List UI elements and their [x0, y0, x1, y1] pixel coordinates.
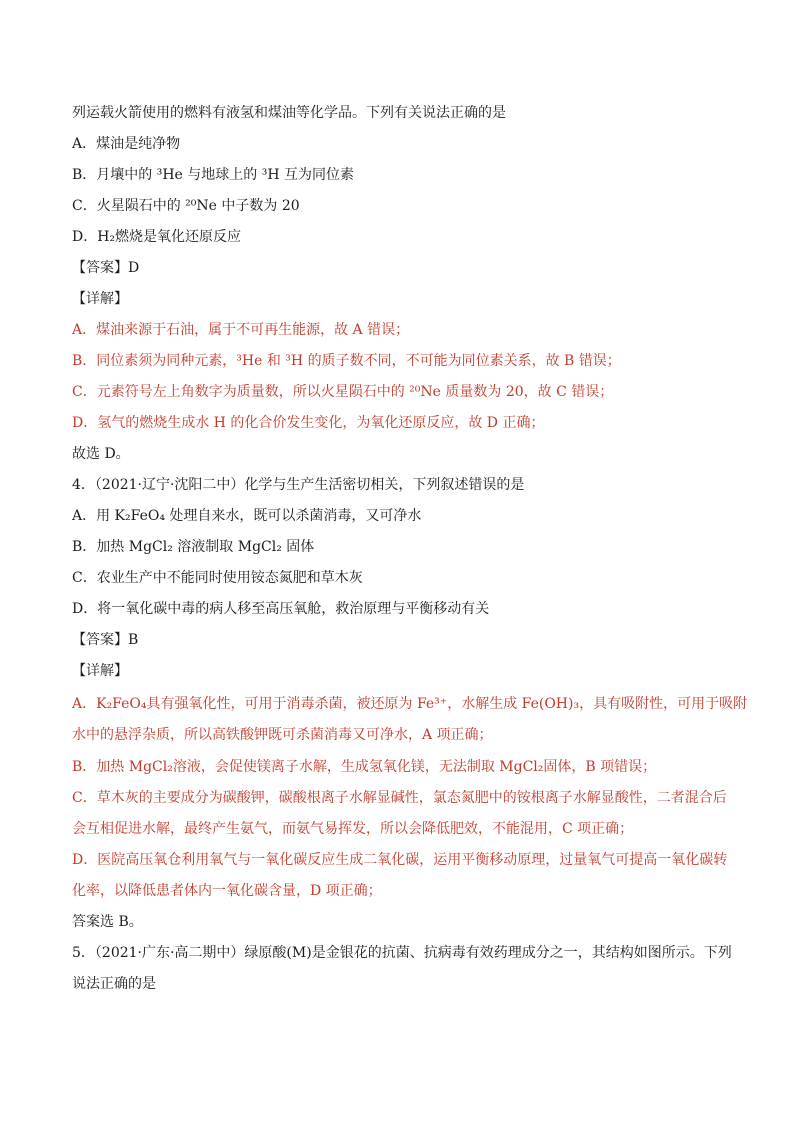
q3-explanation-b: B．同位素须为同种元素，³He 和 ³H 的质子数不同，不可能为同位素关系，故 B 错误；: [72, 353, 621, 369]
q3-detail-label: 【详解】: [72, 291, 128, 307]
q4-conclusion: 答案选 B。: [72, 914, 143, 930]
q5-stem-line-2: 说法正确的是: [72, 976, 156, 992]
q3-option-d: D．H₂燃烧是氧化还原反应: [72, 229, 242, 245]
q4-option-b: B．加热 MgCl₂ 溶液制取 MgCl₂ 固体: [72, 539, 315, 555]
q5-stem-line-1: 5．（2021·广东·高二期中）绿原酸(M)是金银花的抗菌、抗病毒有效药理成分之一，其结构如图所示。下列: [72, 945, 732, 961]
q4-explanation-c-2: 会互相促进水解，最终产生氨气，而氨气易挥发，所以会降低肥效，不能混用，C 项正确；: [72, 821, 634, 837]
q3-explanation-a: A．煤油来源于石油，属于不可再生能源，故 A 错误；: [72, 322, 410, 338]
q4-explanation-d-1: D．医院高压氧仓利用氧气与一氧化碳反应生成二氧化碳，运用平衡移动原理，过量氧气可提高一氧化碳转: [72, 852, 728, 868]
q3-explanation-d: D．氢气的燃烧生成水 H 的化合价发生变化，为氧化还原反应，故 D 正确；: [72, 415, 545, 431]
q4-explanation-c-1: C．草木灰的主要成分为碳酸钾，碳酸根离子水解显碱性，氯态氮肥中的铵根离子水解显酸性，二者混合后: [72, 790, 727, 806]
q4-option-c: C．农业生产中不能同时使用铵态氮肥和草木灰: [72, 570, 363, 586]
q4-option-d: D．将一氧化碳中毒的病人移至高压氧舱，救治原理与平衡移动有关: [72, 601, 490, 617]
q4-explanation-a-1: A．K₂FeO₄具有强氧化性，可用于消毒杀菌，被还原为 Fe³⁺，水解生成 Fe(OH)₃，具有吸附性，可用于吸附: [72, 696, 748, 712]
q4-answer: 【答案】B: [72, 632, 139, 648]
q3-option-a: A．煤油是纯净物: [72, 136, 181, 152]
q3-option-b: B．月壤中的 ³He 与地球上的 ³H 互为同位素: [72, 167, 355, 183]
q4-stem: 4．（2021·辽宁·沈阳二中）化学与生产生活密切相关，下列叙述错误的是: [72, 477, 525, 493]
q3-stem-tail: 列运载火箭使用的燃料有液氢和煤油等化学品。下列有关说法正确的是: [72, 105, 506, 121]
q3-option-c: C．火星陨石中的 ²⁰Ne 中子数为 20: [72, 198, 300, 214]
q3-answer: 【答案】D: [72, 260, 140, 276]
q4-option-a: A．用 K₂FeO₄ 处理自来水，既可以杀菌消毒，又可净水: [72, 508, 422, 524]
q4-explanation-d-2: 化率，以降低患者体内一氧化碳含量，D 项正确；: [72, 883, 382, 899]
q4-explanation-a-2: 水中的悬浮杂质，所以高铁酸钾既可杀菌消毒又可净水，A 项正确；: [72, 727, 493, 743]
q3-explanation-c: C．元素符号左上角数字为质量数，所以火星陨石中的 ²⁰Ne 质量数为 20，故 C 错误；: [72, 384, 614, 400]
q4-detail-label: 【详解】: [72, 663, 128, 679]
q3-conclusion: 故选 D。: [72, 446, 130, 462]
q4-explanation-b: B．加热 MgCl₂溶液，会促使镁离子水解，生成氢氧化镁，无法制取 MgCl₂固体，B 项错误；: [72, 759, 657, 775]
